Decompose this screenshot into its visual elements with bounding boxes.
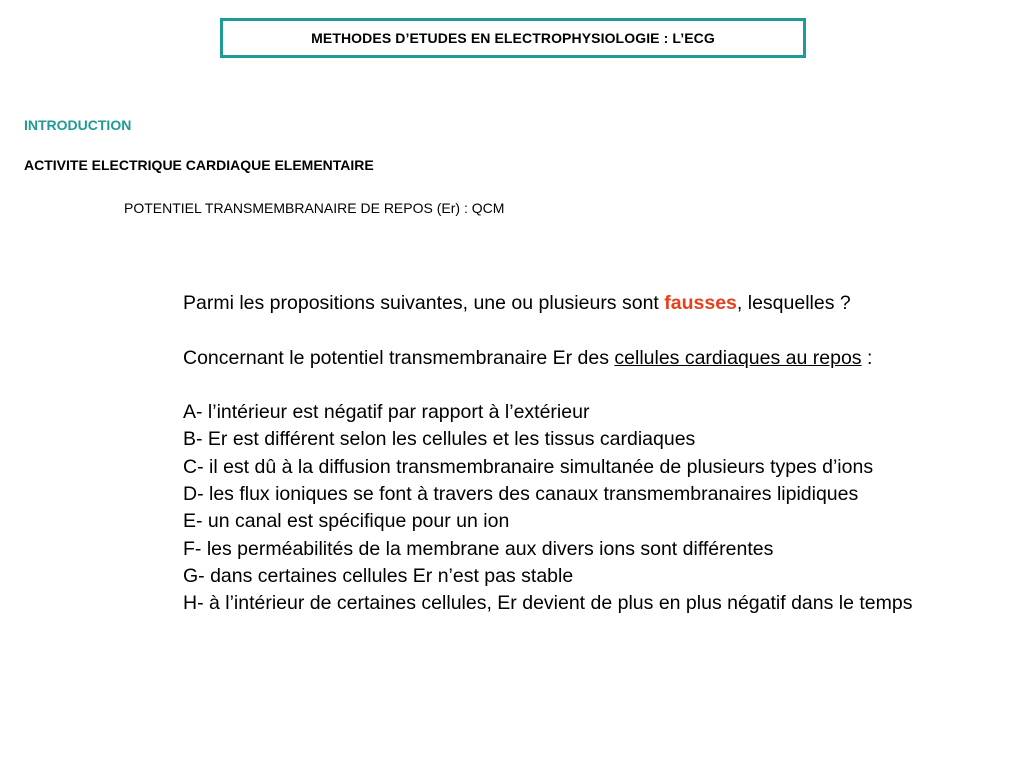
- context-text: Concernant le potentiel transmembranaire Er des: [183, 346, 615, 369]
- spacer: [183, 317, 953, 344]
- subsection-heading: POTENTIEL TRANSMEMBRANAIRE DE REPOS (Er) : QCM: [124, 200, 505, 216]
- introduction-heading: INTRODUCTION: [24, 117, 132, 133]
- prompt-emphasis: fausses: [664, 292, 737, 314]
- context-end: :: [861, 346, 873, 369]
- option-g: G- dans certaines cellules Er n’est pas stable: [183, 564, 574, 587]
- option-e: E- un canal est spécifique pour un ion: [183, 510, 510, 533]
- option-a: A- l’intérieur est négatif par rapport à l’extérieur: [183, 401, 590, 424]
- title-box: [220, 18, 806, 58]
- options-list: [183, 399, 953, 617]
- qcm-content: [183, 290, 953, 618]
- option-b: B- Er est différent selon les cellules et les tissus cardiaques: [183, 428, 696, 451]
- question-prompt: [183, 290, 953, 317]
- spacer: [183, 372, 953, 399]
- prompt-end: , lesquelles ?: [736, 292, 851, 314]
- page-title: METHODES D’ETUDES EN ELECTROPHYSIOLOGIE : L’ECG: [311, 30, 715, 46]
- option-d: D- les flux ioniques se font à travers des canaux transmembranaires lipidiques: [183, 483, 859, 506]
- section-heading: ACTIVITE ELECTRIQUE CARDIAQUE ELEMENTAIRE: [24, 157, 374, 173]
- question-context: [183, 345, 953, 372]
- prompt-text: Parmi les propositions suivantes, une ou plusieurs sont: [183, 292, 665, 314]
- option-f: F- les perméabilités de la membrane aux divers ions sont différentes: [183, 537, 774, 560]
- option-h: H- à l’intérieur de certaines cellules, Er devient de plus en plus négatif dans le temps: [183, 592, 913, 615]
- option-c: C- il est dû à la diffusion transmembranaire simultanée de plusieurs types d’ions: [183, 455, 874, 478]
- context-underlined: cellules cardiaques au repos: [614, 346, 862, 369]
